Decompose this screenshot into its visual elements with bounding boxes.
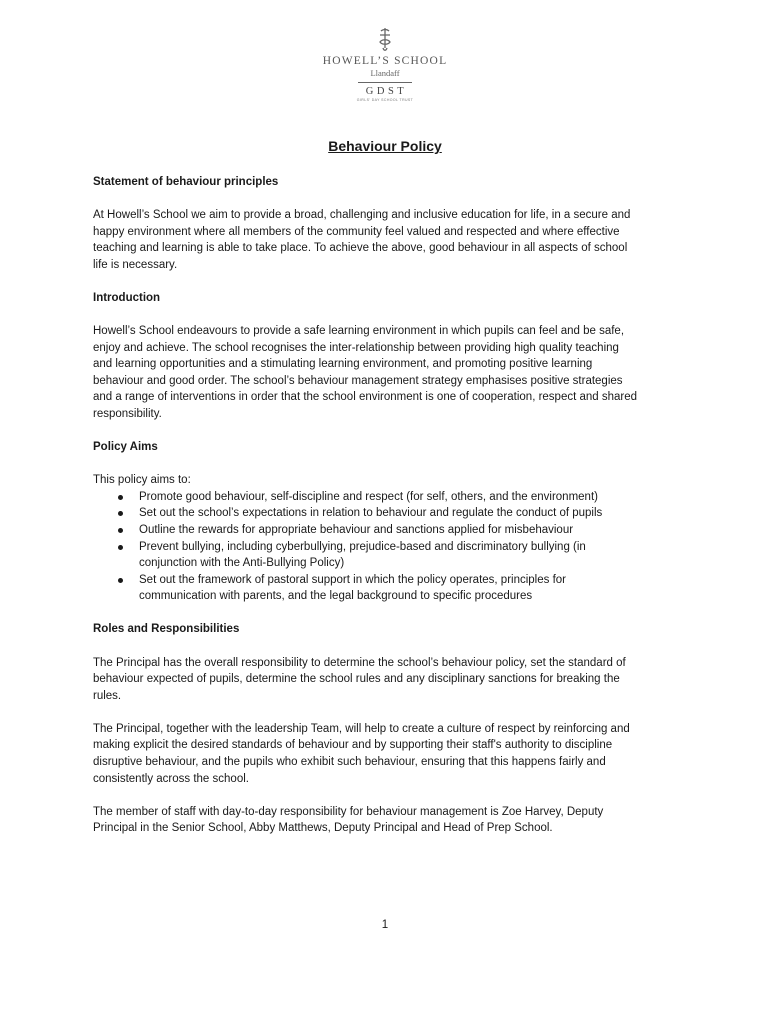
aims-list [93,489,638,605]
bullet-icon [118,528,123,533]
bullet-icon [118,545,123,550]
document-title: Behaviour Policy [328,138,442,154]
section-heading-introduction: Introduction [93,291,161,304]
network-tagline: GIRLS’ DAY SCHOOL TRUST [356,98,414,102]
list-item: Promote good behaviour, self-discipline and respect (for self, others, and the environment) [93,489,638,506]
roles-paragraph-1: The Principal has the overall responsibility to determine the school’s behaviour policy, set the standard of behaviour expected of pupils, determine the school rules and any disciplinary sanctions for breaking the rules. [93,656,626,702]
school-name: HOWELL’S SCHOOL [322,55,448,67]
list-item: Set out the school’s expectations in relation to behaviour and regulate the conduct of pupils [93,505,638,522]
school-crest-icon [374,26,396,54]
document-body [93,174,638,837]
bullet-icon [118,511,123,516]
page-number: 1 [381,919,389,931]
network-name: GDST [365,86,408,97]
school-location: Llandaff [370,68,400,78]
section-heading-roles: Roles and Responsibilities [93,623,240,636]
roles-paragraph-2: The Principal, together with the leadership Team, will help to create a culture of respect by reinforcing and making explicit the desired standards of behaviour and by supporting their staff's authority to discipline disruptive behaviour, and the pupils who exhibit such behaviour, ensuring that this happens fairly and consistently across the school. [93,722,630,785]
aims-intro: This policy aims to: [93,474,191,487]
principles-paragraph: At Howell’s School we aim to provide a broad, challenging and inclusive education for life, in a secure and happy environment where all members of the community feel valued and respected and where effective teaching and learning is able to take place. To achieve the above, good behaviour in all aspects of school life is necessary. [93,209,631,271]
introduction-paragraph: Howell’s School endeavours to provide a safe learning environment in which pupils can feel and be safe, enjoy and achieve. The school recognises the inter-relationship between providing high quality teaching and learning opportunities and a stimulating learning environment, and promoting positive learning behaviour and good order. The school’s behaviour management strategy emphasises positive strategies and a range of interventions in order that the school environment is one of cooperation, respect and shared responsibility. [93,325,638,421]
logo-divider [358,82,412,83]
list-item: Set out the framework of pastoral support in which the policy operates, principles for communication with parents, and the legal background to specific procedures [93,572,638,605]
list-item: Outline the rewards for appropriate behaviour and sanctions applied for misbehaviour [93,522,638,539]
school-logo [318,26,452,103]
section-heading-principles: Statement of behaviour principles [93,176,279,188]
roles-paragraph-3: The member of staff with day-to-day responsibility for behaviour management is Zoe Harvey, Deputy Principal in the Senior School, Abby Matthews, Deputy Principal and Head of Prep School. [93,805,604,835]
list-item: Prevent bullying, including cyberbullying, prejudice-based and discriminatory bullying (in conjunction with the Anti-Bullying Policy) [93,539,638,572]
section-heading-aims: Policy Aims [93,441,158,454]
bullet-icon [118,495,123,500]
bullet-icon [118,578,123,583]
